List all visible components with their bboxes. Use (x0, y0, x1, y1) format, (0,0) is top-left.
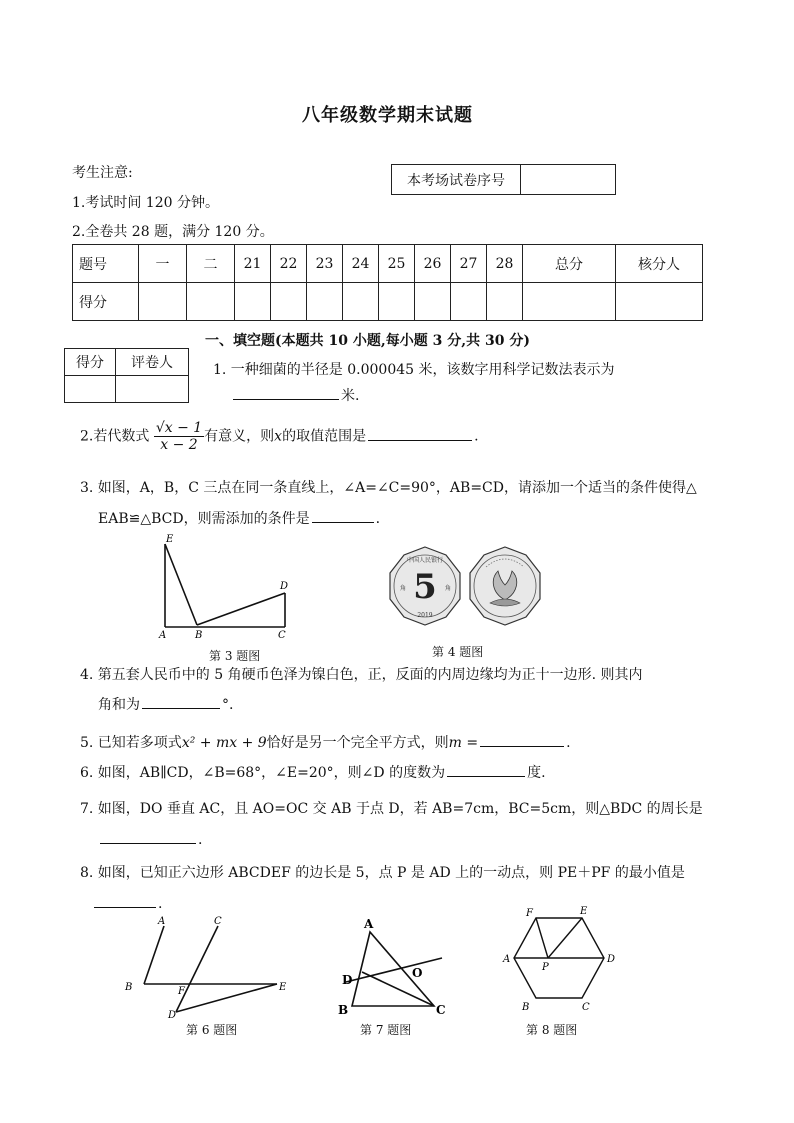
label-b: B (125, 982, 133, 993)
answer-blank[interactable] (312, 508, 374, 523)
score-table-score-row (73, 283, 703, 321)
label-a: A (159, 630, 167, 641)
grader-name-label: 评卷人 (116, 349, 189, 376)
exam-number-label: 本考场试卷序号 (392, 165, 521, 195)
answer-blank[interactable] (142, 694, 220, 709)
score-cell[interactable] (379, 283, 415, 321)
question-3-line2: EAB≌△BCD，则需添加的条件是 . (98, 508, 380, 528)
question-7-line2: . (98, 829, 202, 848)
score-cell[interactable] (487, 283, 523, 321)
grader-score-cell[interactable] (65, 376, 116, 403)
figure-6-diagram (122, 912, 294, 1020)
score-table-header: 22 (271, 245, 307, 283)
score-table-header: 27 (451, 245, 487, 283)
question-1-text: 1. 一种细菌的半径是 0.000045 米，该数字用科学记数法表示为 (213, 362, 615, 378)
score-cell[interactable] (139, 283, 187, 321)
segment-pf (536, 918, 548, 958)
label-p: P (542, 962, 549, 973)
score-table-header: 26 (415, 245, 451, 283)
score-table (72, 244, 703, 321)
segment-pe (548, 918, 582, 958)
score-table-row-label: 题号 (73, 245, 139, 283)
exam-number-field[interactable] (521, 165, 616, 195)
score-table-header: 23 (307, 245, 343, 283)
question-2-text: 2.若代数式 $\frac{√x - 1}{x - 2}$ 有意义，则x的取值范围是 . (80, 420, 479, 454)
label-b: B (195, 630, 203, 641)
coin-year: 2019 (417, 612, 433, 619)
segment-bd (197, 593, 285, 625)
label-e: E (279, 982, 287, 993)
question-1-line2: 米. (231, 385, 359, 405)
notice-item-2: 2.全卷共 28 题，满分 120 分。 (72, 224, 274, 240)
score-cell[interactable] (415, 283, 451, 321)
segment-eb (165, 544, 197, 625)
question-5-text: 5. 已知若多项式x² + mx + 9恰好是另一个完全平方式，则m = . (80, 732, 571, 752)
question-6-text: 6. 如图，AB∥CD，∠B=68°，∠E=20°，则∠D 的度数为 度. (80, 762, 546, 782)
exam-number-box (391, 164, 616, 195)
notice-heading: 考生注意: (72, 165, 133, 181)
score-cell[interactable] (343, 283, 379, 321)
grader-name-cell[interactable] (116, 376, 189, 403)
figure-4-caption: 第 4 题图 (432, 645, 484, 659)
score-cell[interactable] (271, 283, 307, 321)
answer-blank[interactable] (368, 426, 472, 441)
score-cell[interactable] (523, 283, 616, 321)
label-d: D (168, 1010, 177, 1020)
label-f: F (526, 908, 533, 919)
coin-front (390, 547, 460, 625)
coin-top-text: 中国人民银行 (406, 557, 444, 564)
figure-6-caption: 第 6 题图 (186, 1023, 238, 1037)
grader-score-label: 得分 (65, 349, 116, 376)
coin-unit-right: 角 (445, 585, 452, 592)
score-cell[interactable] (235, 283, 271, 321)
section-1-heading: 一、填空题(本题共 10 小题,每小题 3 分,共 30 分) (205, 333, 530, 349)
coin-back (470, 547, 540, 625)
question-3-text: 3. 如图，A，B，C 三点在同一条直线上，∠A=∠C=90°，AB=CD，请添加一个适当的条件使得△ (80, 480, 697, 496)
segment-de (176, 984, 277, 1012)
score-table-header: 25 (379, 245, 415, 283)
label-a: A (158, 916, 166, 927)
answer-blank[interactable] (94, 893, 156, 908)
figure-7-caption: 第 7 题图 (360, 1023, 412, 1037)
score-table-header: 二 (187, 245, 235, 283)
score-cell[interactable] (187, 283, 235, 321)
label-b: B (338, 1003, 349, 1017)
label-a: A (503, 954, 511, 965)
score-table-header: 核分人 (616, 245, 703, 283)
coin-value: 5 (413, 567, 437, 607)
figure-8-caption: 第 8 题图 (526, 1023, 578, 1037)
label-d: D (280, 581, 289, 592)
answer-blank[interactable] (447, 762, 525, 777)
score-table-header: 24 (343, 245, 379, 283)
question-8-line2: . (92, 893, 162, 912)
score-table-header: 21 (235, 245, 271, 283)
score-cell[interactable] (451, 283, 487, 321)
label-c: C (214, 916, 222, 927)
segment-ab (144, 926, 164, 984)
label-c: C (278, 630, 286, 641)
score-cell[interactable] (307, 283, 343, 321)
answer-blank[interactable] (100, 829, 196, 844)
label-a: A (364, 917, 374, 931)
figure-4-coins (382, 545, 548, 629)
question-4-text: 4. 第五套人民币中的 5 角硬币色泽为镍白色，正，反面的内周边缘均为正十一边形. 则其内 (80, 667, 643, 683)
answer-blank[interactable] (233, 385, 339, 400)
score-table-row-label: 得分 (73, 283, 139, 321)
polynomial-expression: x² + mx + 9 (181, 735, 267, 751)
score-table-header: 总分 (523, 245, 616, 283)
answer-blank[interactable] (480, 732, 564, 747)
question-7-text: 7. 如图，DO 垂直 AC，且 AO=OC 交 AB 于点 D，若 AB=7cm，BC=5cm，则△BDC 的周长是 (80, 801, 703, 817)
score-table-header: 28 (487, 245, 523, 283)
label-c: C (582, 1002, 590, 1013)
label-d: D (607, 954, 616, 965)
label-d: D (342, 973, 353, 987)
figure-3-diagram (155, 530, 305, 648)
figure-3-caption: 第 3 题图 (209, 649, 261, 663)
segment-dc (362, 972, 434, 1006)
label-b: B (522, 1002, 530, 1013)
question-8-text: 8. 如图，已知正六边形 ABCDEF 的边长是 5，点 P 是 AD 上的一动点，则 PE＋PF 的最小值是 (80, 865, 685, 881)
grader-table (64, 348, 189, 403)
notice-item-1: 1.考试时间 120 分钟。 (72, 195, 219, 211)
label-o: O (412, 966, 423, 980)
label-f: F (178, 986, 185, 997)
figure-8-diagram (494, 904, 624, 1016)
label-e: E (580, 906, 588, 917)
score-table-header-row (73, 245, 703, 283)
segment-cd (176, 926, 218, 1012)
page-title: 八年级数学期末试题 (302, 105, 473, 126)
fraction-expression: $\frac{√x - 1}{x - 2}$ (155, 420, 203, 454)
label-e: E (166, 534, 174, 545)
coin-unit-left: 角 (400, 585, 407, 592)
score-table-header: 一 (139, 245, 187, 283)
score-cell[interactable] (616, 283, 703, 321)
label-c: C (436, 1003, 446, 1017)
figure-7-diagram (334, 914, 456, 1020)
question-4-line2: 角和为 °. (98, 694, 233, 714)
